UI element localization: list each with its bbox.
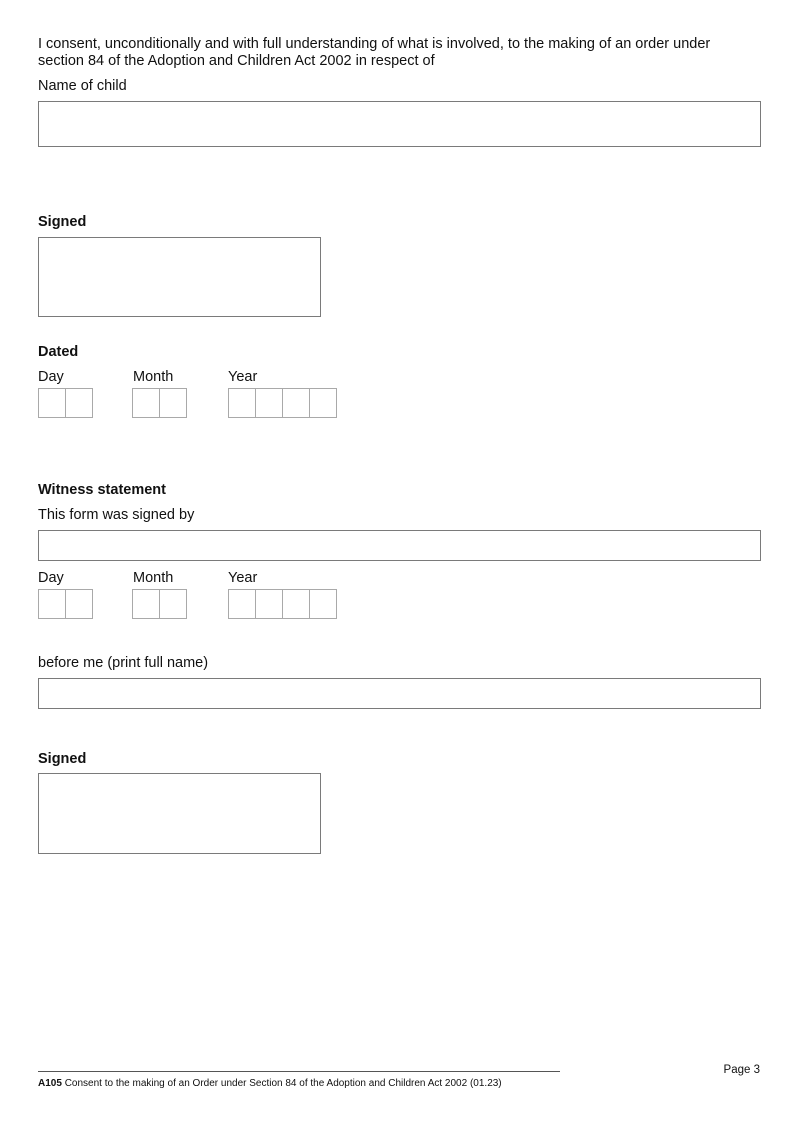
dated-month-digit[interactable] (132, 388, 160, 418)
dated-year-digit[interactable] (228, 388, 256, 418)
witness-year-cells (228, 589, 336, 619)
signed-by-label: This form was signed by (38, 507, 195, 523)
witness-day-digit[interactable] (38, 589, 66, 619)
witness-year-label: Year (228, 570, 258, 586)
signed-heading: Signed (38, 214, 87, 230)
year-label: Year (228, 369, 258, 385)
witness-signature-box[interactable] (38, 773, 321, 854)
dated-year-digit[interactable] (282, 388, 310, 418)
witness-day-cells (38, 589, 92, 619)
witness-day-label: Day (38, 570, 64, 586)
consent-statement-line-2: section 84 of the Adoption and Children Act 2002 in respect of (38, 53, 435, 69)
consent-statement-line-1: I consent, unconditionally and with full understanding of what is involved, to the making of an order under (38, 36, 711, 52)
dated-year-digit[interactable] (255, 388, 283, 418)
witness-year-digit[interactable] (255, 589, 283, 619)
form-code: A105 (38, 1078, 62, 1089)
witness-year-digit[interactable] (282, 589, 310, 619)
witness-month-digit[interactable] (132, 589, 160, 619)
day-label: Day (38, 369, 64, 385)
dated-year-cells (228, 388, 336, 418)
footer-form-reference (38, 1078, 502, 1090)
signature-box[interactable] (38, 237, 321, 317)
witness-day-digit[interactable] (65, 589, 93, 619)
name-of-child-field[interactable] (38, 101, 761, 147)
signed-by-field[interactable] (38, 530, 761, 561)
witness-year-digit[interactable] (228, 589, 256, 619)
witness-statement-heading: Witness statement (38, 482, 166, 498)
dated-month-digit[interactable] (159, 388, 187, 418)
dated-day-digit[interactable] (38, 388, 66, 418)
dated-day-digit[interactable] (65, 388, 93, 418)
witness-year-digit[interactable] (309, 589, 337, 619)
form-title: Consent to the making of an Order under Section 84 of the Adoption and Children Act 2002 (01.23) (64, 1078, 502, 1089)
dated-year-digit[interactable] (309, 388, 337, 418)
dated-month-cells (132, 388, 186, 418)
month-label: Month (133, 369, 174, 385)
witness-month-label: Month (133, 570, 174, 586)
dated-heading: Dated (38, 344, 79, 360)
name-of-child-label: Name of child (38, 78, 127, 94)
before-me-full-name-field[interactable] (38, 678, 761, 709)
dated-day-cells (38, 388, 92, 418)
witness-signed-heading: Signed (38, 751, 87, 767)
page-number: Page 3 (723, 1064, 760, 1076)
before-me-label: before me (print full name) (38, 655, 209, 671)
witness-month-cells (132, 589, 186, 619)
footer-divider (38, 1071, 560, 1072)
witness-month-digit[interactable] (159, 589, 187, 619)
